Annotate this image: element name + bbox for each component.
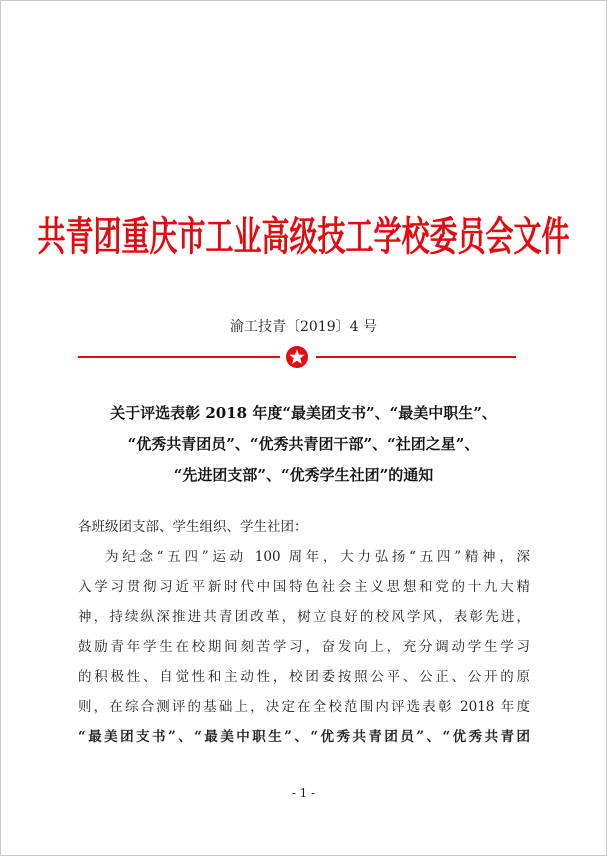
notice-title-line: 关于评选表彰 2018 年度“最美团支书”、“最美中职生”、: [110, 404, 497, 422]
notice-title: [40, 398, 567, 491]
document-number: 渝工技青〔2019〕4 号: [230, 319, 377, 335]
body-line: 则，在综合测评的基础上，决定在全校范围内评选表彰 2018 年度: [78, 699, 530, 715]
body-line: 入学习贯彻习近平新时代中国特色社会主义思想和党的十九大精: [78, 579, 530, 595]
page-number: - 1 -: [291, 786, 316, 800]
body-line: 神，持续纵深推进共青团改革，树立良好的校风学风，表彰先进，: [78, 609, 530, 625]
body-line: 的积极性、自觉性和主动性，校团委按照公平、公正、公开的原: [78, 669, 530, 685]
notice-title-line: “优秀共青团员”、“优秀共青团干部”、“社团之星”、: [127, 435, 480, 453]
body-line: 为纪念“五四”运动 100 周年，大力弘扬“五四”精神，深: [105, 549, 530, 565]
red-divider-right: [316, 356, 516, 358]
red-star-icon: [285, 345, 309, 369]
body-paragraph: [78, 542, 530, 752]
document-header-title: 共青团重庆市工业高级技工学校委员会文件: [37, 213, 570, 260]
body-line: 鼓励青年学生在校期间刻苦学习，奋发向上，充分调动学生学习: [78, 639, 530, 655]
salutation: 各班级团支部、学生组织、学生社团：: [78, 519, 308, 535]
notice-title-line: “先进团支部”、“优秀学生社团”的通知: [173, 466, 434, 484]
red-divider-left: [78, 356, 280, 358]
body-line: “最美团支书”、“最美中职生”、“优秀共青团员”、“优秀共青团: [78, 729, 530, 745]
